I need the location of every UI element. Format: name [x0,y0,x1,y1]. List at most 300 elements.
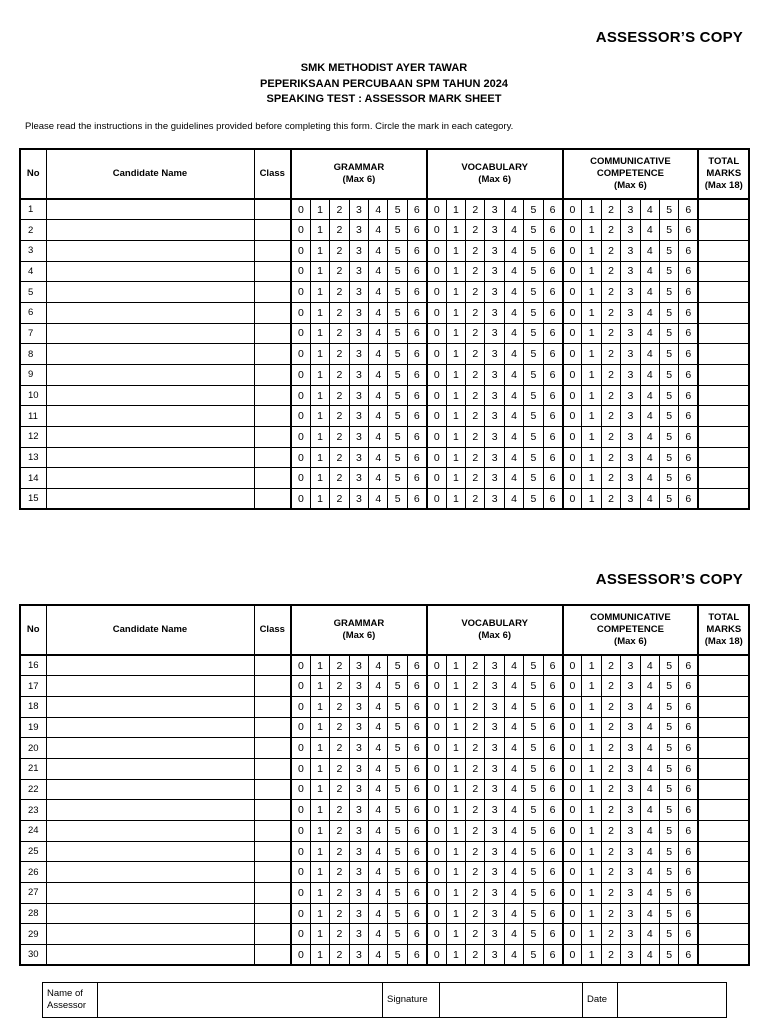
vocabulary-score-option[interactable]: 3 [485,427,504,448]
grammar-score-option[interactable]: 2 [330,883,349,904]
vocabulary-score-option[interactable]: 5 [524,841,543,862]
grammar-score-option[interactable]: 0 [291,468,310,489]
communicative-score-option[interactable]: 6 [679,738,698,759]
total-marks-cell[interactable] [698,862,749,883]
communicative-score-option[interactable]: 1 [582,406,601,427]
grammar-score-option[interactable]: 5 [388,468,407,489]
communicative-score-option[interactable]: 3 [621,261,640,282]
grammar-score-option[interactable]: 3 [349,261,368,282]
vocabulary-score-option[interactable]: 3 [485,738,504,759]
communicative-score-option[interactable]: 2 [601,344,620,365]
vocabulary-score-option[interactable]: 5 [524,738,543,759]
communicative-score-option[interactable]: 0 [563,862,582,883]
vocabulary-score-option[interactable]: 1 [446,862,465,883]
grammar-score-option[interactable]: 1 [310,862,329,883]
communicative-score-option[interactable]: 4 [640,945,659,966]
grammar-score-option[interactable]: 5 [388,717,407,738]
grammar-score-option[interactable]: 0 [291,821,310,842]
grammar-score-option[interactable]: 4 [369,365,388,386]
vocabulary-score-option[interactable]: 2 [466,365,485,386]
grammar-score-option[interactable]: 5 [388,220,407,241]
communicative-score-option[interactable]: 6 [679,862,698,883]
vocabulary-score-option[interactable]: 0 [427,903,446,924]
grammar-score-option[interactable]: 0 [291,302,310,323]
grammar-score-option[interactable]: 5 [388,821,407,842]
grammar-score-option[interactable]: 1 [310,655,329,676]
communicative-score-option[interactable]: 0 [563,427,582,448]
candidate-name-cell[interactable] [46,199,254,220]
communicative-score-option[interactable]: 2 [601,883,620,904]
grammar-score-option[interactable]: 3 [349,696,368,717]
grammar-score-option[interactable]: 4 [369,717,388,738]
vocabulary-score-option[interactable]: 0 [427,924,446,945]
vocabulary-score-option[interactable]: 4 [504,841,523,862]
vocabulary-score-option[interactable]: 0 [427,779,446,800]
grammar-score-option[interactable]: 5 [388,841,407,862]
communicative-score-option[interactable]: 2 [601,220,620,241]
communicative-score-option[interactable]: 0 [563,365,582,386]
vocabulary-score-option[interactable]: 1 [446,344,465,365]
communicative-score-option[interactable]: 1 [582,841,601,862]
grammar-score-option[interactable]: 1 [310,261,329,282]
communicative-score-option[interactable]: 4 [640,717,659,738]
grammar-score-option[interactable]: 3 [349,738,368,759]
grammar-score-option[interactable]: 0 [291,841,310,862]
assessor-name-field[interactable] [98,983,383,1018]
candidate-name-cell[interactable] [46,447,254,468]
date-field[interactable] [618,983,727,1018]
grammar-score-option[interactable]: 3 [349,220,368,241]
communicative-score-option[interactable]: 4 [640,676,659,697]
grammar-score-option[interactable]: 5 [388,862,407,883]
grammar-score-option[interactable]: 5 [388,800,407,821]
grammar-score-option[interactable]: 1 [310,468,329,489]
communicative-score-option[interactable]: 5 [659,240,678,261]
grammar-score-option[interactable]: 3 [349,883,368,904]
communicative-score-option[interactable]: 4 [640,385,659,406]
vocabulary-score-option[interactable]: 2 [466,427,485,448]
grammar-score-option[interactable]: 4 [369,945,388,966]
class-cell[interactable] [254,302,291,323]
vocabulary-score-option[interactable]: 0 [427,468,446,489]
communicative-score-option[interactable]: 2 [601,676,620,697]
grammar-score-option[interactable]: 3 [349,468,368,489]
communicative-score-option[interactable]: 0 [563,676,582,697]
vocabulary-score-option[interactable]: 3 [485,924,504,945]
communicative-score-option[interactable]: 1 [582,903,601,924]
grammar-score-option[interactable]: 0 [291,883,310,904]
communicative-score-option[interactable]: 0 [563,738,582,759]
communicative-score-option[interactable]: 6 [679,841,698,862]
communicative-score-option[interactable]: 5 [659,696,678,717]
vocabulary-score-option[interactable]: 3 [485,447,504,468]
communicative-score-option[interactable]: 0 [563,779,582,800]
vocabulary-score-option[interactable]: 1 [446,821,465,842]
vocabulary-score-option[interactable]: 0 [427,655,446,676]
vocabulary-score-option[interactable]: 4 [504,344,523,365]
candidate-name-cell[interactable] [46,717,254,738]
vocabulary-score-option[interactable]: 6 [543,903,562,924]
communicative-score-option[interactable]: 2 [601,924,620,945]
vocabulary-score-option[interactable]: 1 [446,323,465,344]
candidate-name-cell[interactable] [46,862,254,883]
grammar-score-option[interactable]: 6 [407,427,426,448]
communicative-score-option[interactable]: 0 [563,199,582,220]
communicative-score-option[interactable]: 0 [563,240,582,261]
vocabulary-score-option[interactable]: 4 [504,385,523,406]
communicative-score-option[interactable]: 6 [679,655,698,676]
grammar-score-option[interactable]: 1 [310,240,329,261]
communicative-score-option[interactable]: 1 [582,468,601,489]
vocabulary-score-option[interactable]: 5 [524,489,543,510]
vocabulary-score-option[interactable]: 1 [446,924,465,945]
communicative-score-option[interactable]: 6 [679,779,698,800]
communicative-score-option[interactable]: 3 [621,489,640,510]
grammar-score-option[interactable]: 4 [369,738,388,759]
grammar-score-option[interactable]: 3 [349,841,368,862]
communicative-score-option[interactable]: 4 [640,261,659,282]
grammar-score-option[interactable]: 5 [388,738,407,759]
vocabulary-score-option[interactable]: 2 [466,696,485,717]
vocabulary-score-option[interactable]: 3 [485,344,504,365]
grammar-score-option[interactable]: 2 [330,841,349,862]
vocabulary-score-option[interactable]: 2 [466,240,485,261]
grammar-score-option[interactable]: 4 [369,385,388,406]
vocabulary-score-option[interactable]: 2 [466,800,485,821]
grammar-score-option[interactable]: 5 [388,758,407,779]
communicative-score-option[interactable]: 5 [659,800,678,821]
grammar-score-option[interactable]: 0 [291,738,310,759]
communicative-score-option[interactable]: 1 [582,655,601,676]
communicative-score-option[interactable]: 6 [679,261,698,282]
vocabulary-score-option[interactable]: 0 [427,800,446,821]
class-cell[interactable] [254,282,291,303]
communicative-score-option[interactable]: 3 [621,282,640,303]
grammar-score-option[interactable]: 6 [407,758,426,779]
vocabulary-score-option[interactable]: 3 [485,199,504,220]
grammar-score-option[interactable]: 4 [369,447,388,468]
communicative-score-option[interactable]: 5 [659,758,678,779]
candidate-name-cell[interactable] [46,924,254,945]
vocabulary-score-option[interactable]: 4 [504,903,523,924]
vocabulary-score-option[interactable]: 0 [427,302,446,323]
grammar-score-option[interactable]: 6 [407,468,426,489]
candidate-name-cell[interactable] [46,883,254,904]
vocabulary-score-option[interactable]: 6 [543,365,562,386]
communicative-score-option[interactable]: 0 [563,903,582,924]
vocabulary-score-option[interactable]: 4 [504,738,523,759]
vocabulary-score-option[interactable]: 1 [446,447,465,468]
communicative-score-option[interactable]: 2 [601,365,620,386]
communicative-score-option[interactable]: 3 [621,903,640,924]
communicative-score-option[interactable]: 3 [621,240,640,261]
vocabulary-score-option[interactable]: 4 [504,261,523,282]
communicative-score-option[interactable]: 0 [563,841,582,862]
class-cell[interactable] [254,758,291,779]
vocabulary-score-option[interactable]: 1 [446,883,465,904]
vocabulary-score-option[interactable]: 3 [485,261,504,282]
vocabulary-score-option[interactable]: 3 [485,758,504,779]
communicative-score-option[interactable]: 5 [659,903,678,924]
grammar-score-option[interactable]: 1 [310,945,329,966]
vocabulary-score-option[interactable]: 5 [524,717,543,738]
vocabulary-score-option[interactable]: 5 [524,323,543,344]
candidate-name-cell[interactable] [46,261,254,282]
candidate-name-cell[interactable] [46,758,254,779]
vocabulary-score-option[interactable]: 5 [524,758,543,779]
communicative-score-option[interactable]: 5 [659,282,678,303]
candidate-name-cell[interactable] [46,282,254,303]
vocabulary-score-option[interactable]: 3 [485,302,504,323]
class-cell[interactable] [254,779,291,800]
communicative-score-option[interactable]: 4 [640,862,659,883]
vocabulary-score-option[interactable]: 4 [504,220,523,241]
grammar-score-option[interactable]: 1 [310,717,329,738]
grammar-score-option[interactable]: 5 [388,323,407,344]
communicative-score-option[interactable]: 3 [621,302,640,323]
communicative-score-option[interactable]: 3 [621,406,640,427]
grammar-score-option[interactable]: 1 [310,406,329,427]
grammar-score-option[interactable]: 2 [330,323,349,344]
grammar-score-option[interactable]: 1 [310,903,329,924]
communicative-score-option[interactable]: 6 [679,800,698,821]
vocabulary-score-option[interactable]: 4 [504,655,523,676]
communicative-score-option[interactable]: 0 [563,302,582,323]
communicative-score-option[interactable]: 4 [640,903,659,924]
communicative-score-option[interactable]: 0 [563,261,582,282]
class-cell[interactable] [254,323,291,344]
vocabulary-score-option[interactable]: 2 [466,385,485,406]
grammar-score-option[interactable]: 6 [407,365,426,386]
communicative-score-option[interactable]: 5 [659,220,678,241]
communicative-score-option[interactable]: 0 [563,406,582,427]
grammar-score-option[interactable]: 3 [349,903,368,924]
total-marks-cell[interactable] [698,696,749,717]
communicative-score-option[interactable]: 3 [621,779,640,800]
communicative-score-option[interactable]: 3 [621,468,640,489]
vocabulary-score-option[interactable]: 4 [504,862,523,883]
vocabulary-score-option[interactable]: 6 [543,489,562,510]
vocabulary-score-option[interactable]: 0 [427,282,446,303]
grammar-score-option[interactable]: 2 [330,385,349,406]
candidate-name-cell[interactable] [46,406,254,427]
grammar-score-option[interactable]: 3 [349,862,368,883]
class-cell[interactable] [254,862,291,883]
grammar-score-option[interactable]: 3 [349,779,368,800]
communicative-score-option[interactable]: 6 [679,199,698,220]
grammar-score-option[interactable]: 4 [369,240,388,261]
grammar-score-option[interactable]: 3 [349,302,368,323]
communicative-score-option[interactable]: 4 [640,779,659,800]
communicative-score-option[interactable]: 2 [601,385,620,406]
grammar-score-option[interactable]: 2 [330,696,349,717]
candidate-name-cell[interactable] [46,468,254,489]
vocabulary-score-option[interactable]: 5 [524,220,543,241]
communicative-score-option[interactable]: 6 [679,365,698,386]
vocabulary-score-option[interactable]: 0 [427,489,446,510]
candidate-name-cell[interactable] [46,945,254,966]
communicative-score-option[interactable]: 0 [563,821,582,842]
vocabulary-score-option[interactable]: 2 [466,468,485,489]
grammar-score-option[interactable]: 2 [330,282,349,303]
communicative-score-option[interactable]: 2 [601,427,620,448]
vocabulary-score-option[interactable]: 2 [466,903,485,924]
total-marks-cell[interactable] [698,406,749,427]
vocabulary-score-option[interactable]: 2 [466,945,485,966]
vocabulary-score-option[interactable]: 1 [446,282,465,303]
vocabulary-score-option[interactable]: 4 [504,365,523,386]
communicative-score-option[interactable]: 0 [563,945,582,966]
vocabulary-score-option[interactable]: 3 [485,655,504,676]
vocabulary-score-option[interactable]: 4 [504,199,523,220]
total-marks-cell[interactable] [698,282,749,303]
vocabulary-score-option[interactable]: 2 [466,302,485,323]
communicative-score-option[interactable]: 4 [640,447,659,468]
grammar-score-option[interactable]: 0 [291,406,310,427]
grammar-score-option[interactable]: 1 [310,841,329,862]
communicative-score-option[interactable]: 1 [582,427,601,448]
vocabulary-score-option[interactable]: 6 [543,261,562,282]
grammar-score-option[interactable]: 6 [407,883,426,904]
class-cell[interactable] [254,924,291,945]
communicative-score-option[interactable]: 4 [640,489,659,510]
vocabulary-score-option[interactable]: 3 [485,282,504,303]
communicative-score-option[interactable]: 1 [582,883,601,904]
grammar-score-option[interactable]: 5 [388,945,407,966]
total-marks-cell[interactable] [698,365,749,386]
grammar-score-option[interactable]: 4 [369,220,388,241]
grammar-score-option[interactable]: 3 [349,945,368,966]
communicative-score-option[interactable]: 6 [679,489,698,510]
grammar-score-option[interactable]: 3 [349,365,368,386]
communicative-score-option[interactable]: 3 [621,696,640,717]
communicative-score-option[interactable]: 4 [640,758,659,779]
communicative-score-option[interactable]: 2 [601,468,620,489]
vocabulary-score-option[interactable]: 2 [466,220,485,241]
total-marks-cell[interactable] [698,447,749,468]
vocabulary-score-option[interactable]: 6 [543,924,562,945]
total-marks-cell[interactable] [698,945,749,966]
vocabulary-score-option[interactable]: 5 [524,862,543,883]
grammar-score-option[interactable]: 4 [369,406,388,427]
vocabulary-score-option[interactable]: 1 [446,696,465,717]
class-cell[interactable] [254,696,291,717]
communicative-score-option[interactable]: 6 [679,240,698,261]
communicative-score-option[interactable]: 5 [659,779,678,800]
grammar-score-option[interactable]: 0 [291,945,310,966]
grammar-score-option[interactable]: 6 [407,240,426,261]
vocabulary-score-option[interactable]: 1 [446,302,465,323]
vocabulary-score-option[interactable]: 5 [524,655,543,676]
communicative-score-option[interactable]: 2 [601,800,620,821]
vocabulary-score-option[interactable]: 3 [485,821,504,842]
total-marks-cell[interactable] [698,676,749,697]
communicative-score-option[interactable]: 5 [659,841,678,862]
communicative-score-option[interactable]: 2 [601,717,620,738]
vocabulary-score-option[interactable]: 3 [485,945,504,966]
vocabulary-score-option[interactable]: 5 [524,821,543,842]
vocabulary-score-option[interactable]: 1 [446,427,465,448]
vocabulary-score-option[interactable]: 3 [485,800,504,821]
communicative-score-option[interactable]: 2 [601,199,620,220]
grammar-score-option[interactable]: 5 [388,240,407,261]
vocabulary-score-option[interactable]: 0 [427,738,446,759]
total-marks-cell[interactable] [698,717,749,738]
communicative-score-option[interactable]: 4 [640,924,659,945]
total-marks-cell[interactable] [698,738,749,759]
grammar-score-option[interactable]: 5 [388,779,407,800]
communicative-score-option[interactable]: 2 [601,240,620,261]
grammar-score-option[interactable]: 3 [349,282,368,303]
communicative-score-option[interactable]: 2 [601,282,620,303]
grammar-score-option[interactable]: 4 [369,758,388,779]
communicative-score-option[interactable]: 5 [659,385,678,406]
grammar-score-option[interactable]: 0 [291,489,310,510]
grammar-score-option[interactable]: 0 [291,758,310,779]
grammar-score-option[interactable]: 6 [407,406,426,427]
grammar-score-option[interactable]: 6 [407,220,426,241]
vocabulary-score-option[interactable]: 3 [485,883,504,904]
vocabulary-score-option[interactable]: 2 [466,282,485,303]
vocabulary-score-option[interactable]: 3 [485,406,504,427]
communicative-score-option[interactable]: 6 [679,385,698,406]
vocabulary-score-option[interactable]: 0 [427,365,446,386]
communicative-score-option[interactable]: 1 [582,738,601,759]
vocabulary-score-option[interactable]: 4 [504,323,523,344]
grammar-score-option[interactable]: 4 [369,676,388,697]
communicative-score-option[interactable]: 3 [621,800,640,821]
communicative-score-option[interactable]: 5 [659,883,678,904]
vocabulary-score-option[interactable]: 6 [543,427,562,448]
grammar-score-option[interactable]: 3 [349,800,368,821]
communicative-score-option[interactable]: 2 [601,903,620,924]
vocabulary-score-option[interactable]: 1 [446,738,465,759]
class-cell[interactable] [254,883,291,904]
vocabulary-score-option[interactable]: 4 [504,676,523,697]
grammar-score-option[interactable]: 2 [330,261,349,282]
communicative-score-option[interactable]: 6 [679,924,698,945]
grammar-score-option[interactable]: 1 [310,344,329,365]
vocabulary-score-option[interactable]: 2 [466,883,485,904]
grammar-score-option[interactable]: 1 [310,738,329,759]
total-marks-cell[interactable] [698,220,749,241]
class-cell[interactable] [254,240,291,261]
grammar-score-option[interactable]: 4 [369,199,388,220]
grammar-score-option[interactable]: 3 [349,676,368,697]
grammar-score-option[interactable]: 2 [330,468,349,489]
vocabulary-score-option[interactable]: 1 [446,240,465,261]
grammar-score-option[interactable]: 2 [330,655,349,676]
vocabulary-score-option[interactable]: 6 [543,199,562,220]
vocabulary-score-option[interactable]: 3 [485,841,504,862]
candidate-name-cell[interactable] [46,696,254,717]
grammar-score-option[interactable]: 2 [330,945,349,966]
grammar-score-option[interactable]: 0 [291,924,310,945]
grammar-score-option[interactable]: 3 [349,323,368,344]
communicative-score-option[interactable]: 3 [621,427,640,448]
vocabulary-score-option[interactable]: 1 [446,261,465,282]
vocabulary-score-option[interactable]: 3 [485,779,504,800]
class-cell[interactable] [254,717,291,738]
vocabulary-score-option[interactable]: 5 [524,406,543,427]
communicative-score-option[interactable]: 6 [679,676,698,697]
grammar-score-option[interactable]: 1 [310,758,329,779]
grammar-score-option[interactable]: 4 [369,302,388,323]
grammar-score-option[interactable]: 2 [330,758,349,779]
grammar-score-option[interactable]: 1 [310,924,329,945]
vocabulary-score-option[interactable]: 1 [446,800,465,821]
vocabulary-score-option[interactable]: 6 [543,779,562,800]
